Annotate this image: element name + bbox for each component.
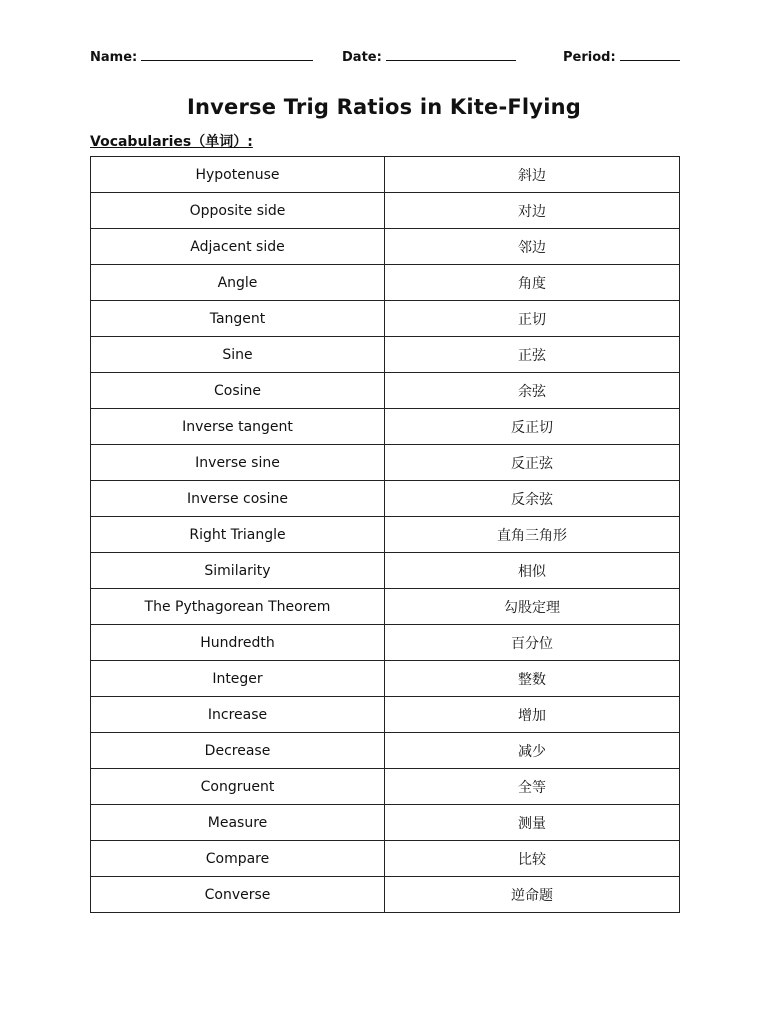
chinese-term: 全等 bbox=[385, 769, 680, 805]
table-row bbox=[91, 733, 680, 769]
chinese-term: 正弦 bbox=[385, 337, 680, 373]
table-row bbox=[91, 841, 680, 877]
english-term: Opposite side bbox=[91, 193, 385, 229]
chinese-term: 测量 bbox=[385, 805, 680, 841]
chinese-term: 余弦 bbox=[385, 373, 680, 409]
name-field bbox=[90, 48, 313, 65]
date-label: Date: bbox=[342, 50, 382, 65]
chinese-term: 比较 bbox=[385, 841, 680, 877]
english-term: Angle bbox=[91, 265, 385, 301]
vocabulary-table bbox=[90, 156, 680, 913]
english-term: Hypotenuse bbox=[91, 157, 385, 193]
english-term: Inverse tangent bbox=[91, 409, 385, 445]
english-term: The Pythagorean Theorem bbox=[91, 589, 385, 625]
chinese-term: 增加 bbox=[385, 697, 680, 733]
english-term: Similarity bbox=[91, 553, 385, 589]
table-row bbox=[91, 697, 680, 733]
date-blank-line[interactable] bbox=[386, 48, 516, 61]
chinese-term: 整数 bbox=[385, 661, 680, 697]
date-field bbox=[342, 48, 516, 65]
english-term: Tangent bbox=[91, 301, 385, 337]
english-term: Measure bbox=[91, 805, 385, 841]
table-row bbox=[91, 769, 680, 805]
table-row bbox=[91, 589, 680, 625]
english-term: Cosine bbox=[91, 373, 385, 409]
vocabulary-heading: Vocabularies（单词）: bbox=[90, 134, 253, 150]
english-term: Right Triangle bbox=[91, 517, 385, 553]
english-term: Inverse sine bbox=[91, 445, 385, 481]
table-row bbox=[91, 481, 680, 517]
table-row bbox=[91, 301, 680, 337]
chinese-term: 勾股定理 bbox=[385, 589, 680, 625]
english-term: Adjacent side bbox=[91, 229, 385, 265]
english-term: Hundredth bbox=[91, 625, 385, 661]
table-row bbox=[91, 661, 680, 697]
chinese-term: 直角三角形 bbox=[385, 517, 680, 553]
english-term: Sine bbox=[91, 337, 385, 373]
english-term: Compare bbox=[91, 841, 385, 877]
period-label: Period: bbox=[563, 50, 616, 65]
table-row bbox=[91, 229, 680, 265]
chinese-term: 相似 bbox=[385, 553, 680, 589]
period-field bbox=[563, 48, 680, 65]
table-row bbox=[91, 373, 680, 409]
table-row bbox=[91, 625, 680, 661]
name-label: Name: bbox=[90, 50, 138, 65]
english-term: Integer bbox=[91, 661, 385, 697]
table-row bbox=[91, 445, 680, 481]
english-term: Converse bbox=[91, 877, 385, 913]
table-row bbox=[91, 265, 680, 301]
name-blank-line[interactable] bbox=[141, 48, 313, 61]
table-row bbox=[91, 877, 680, 913]
chinese-term: 邻边 bbox=[385, 229, 680, 265]
chinese-term: 对边 bbox=[385, 193, 680, 229]
english-term: Increase bbox=[91, 697, 385, 733]
table-row bbox=[91, 157, 680, 193]
chinese-term: 正切 bbox=[385, 301, 680, 337]
table-row bbox=[91, 337, 680, 373]
english-term: Decrease bbox=[91, 733, 385, 769]
chinese-term: 反余弦 bbox=[385, 481, 680, 517]
english-term: Congruent bbox=[91, 769, 385, 805]
chinese-term: 减少 bbox=[385, 733, 680, 769]
table-row bbox=[91, 409, 680, 445]
chinese-term: 逆命题 bbox=[385, 877, 680, 913]
table-row bbox=[91, 553, 680, 589]
english-term: Inverse cosine bbox=[91, 481, 385, 517]
chinese-term: 反正切 bbox=[385, 409, 680, 445]
chinese-term: 百分位 bbox=[385, 625, 680, 661]
chinese-term: 角度 bbox=[385, 265, 680, 301]
table-row bbox=[91, 193, 680, 229]
period-blank-line[interactable] bbox=[620, 48, 680, 61]
chinese-term: 斜边 bbox=[385, 157, 680, 193]
table-row bbox=[91, 517, 680, 553]
vocabulary-table-body bbox=[91, 157, 680, 913]
page-title: Inverse Trig Ratios in Kite-Flying bbox=[187, 95, 581, 119]
chinese-term: 反正弦 bbox=[385, 445, 680, 481]
table-row bbox=[91, 805, 680, 841]
header-fields bbox=[90, 48, 680, 68]
